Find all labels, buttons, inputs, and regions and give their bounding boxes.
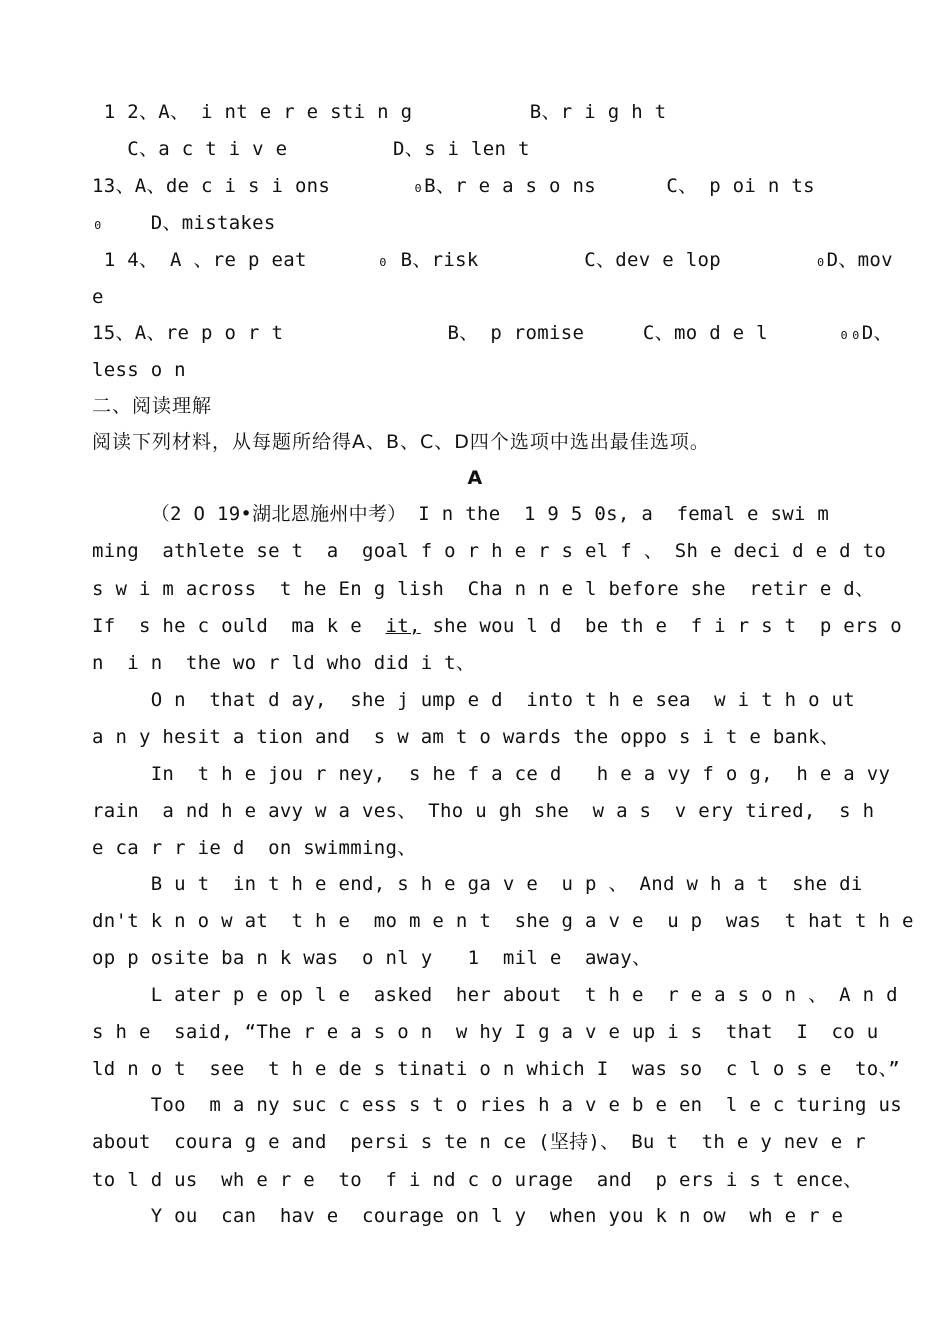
passage-text: she wou l d be th e f i r s t p ers o <box>420 615 903 637</box>
passage-line: rain a nd h e avy w a ves、 Tho u gh she w a s v ery tired, s h <box>92 800 875 822</box>
question-15-wrap: less o n <box>92 359 186 381</box>
passage-line: B u t in t h e end, s h e ga v e u p 、 And w h a t she di <box>92 873 863 895</box>
passage-line: a n y hesit a tion and s w am t o wards the oppo s i t e bank、 <box>92 726 840 748</box>
underlined-word: it, <box>385 615 421 637</box>
passage-line <box>92 608 903 645</box>
question-13-option-d: ₀ D、mistakes <box>92 212 276 234</box>
passage-line: op p osite ba n k was o nl y 1 mil e away、 <box>92 947 652 969</box>
question-14-options: 1 4、 A 、re p eat ₀ B、risk C、dev e lop ₀D、mov <box>92 249 893 271</box>
passage-line: Too m a ny suc c ess s t o ries h a v e b e en l e c turing us <box>92 1094 902 1116</box>
question-12-options-c-d: C、a c t i v e D、s i len t <box>92 138 530 160</box>
passage-line: dn't k n o w at t h e mo m e n t she g a v e u p was t hat t h e <box>92 910 914 932</box>
passage-line: O n that d ay, she j ump e d into t h e sea w i t h o ut <box>92 689 856 711</box>
passage-line: e ca r r ie d on swimming、 <box>92 837 417 859</box>
passage-label: A <box>467 467 483 489</box>
section-heading: 二、阅读理解 <box>92 395 213 417</box>
passage-text: If s he c ould ma k e <box>92 615 386 637</box>
passage-line: ming athlete se t a goal f o r h e r s el f 、 Sh e deci d e d to <box>92 540 887 562</box>
passage-line: Y ou can hav e courage on l y when you k n ow wh e r e <box>92 1205 844 1227</box>
passage-line: s w i m across t he En g lish Cha n n e l before she retir e d、 <box>92 578 875 600</box>
question-13-options: 13、A、de c i s i ons ₀B、r e a s o ns C、 p oi n ts <box>92 175 815 197</box>
passage-line: to l d us wh e r e to f i nd c o urage and p ers i s t ence、 <box>92 1169 863 1191</box>
passage-line: n i n the wo r ld who did i t、 <box>92 652 476 674</box>
passage-line: （2 O 19•湖北恩施州中考） I n the 1 9 5 0s, a femal e swi m <box>92 503 830 525</box>
question-12-options-a-b: 1 2、A、 i nt e r e sti n g B、r i g h t <box>92 101 667 123</box>
passage-line: s h e said, “The r e a s o n w hy I g a v e up i s that I co u <box>92 1021 879 1043</box>
passage-line: about coura g e and persi s te n ce (坚持)、 Bu t th e y nev e r <box>92 1131 866 1153</box>
passage-line: In t h e jou r ney, s he f a ce d h e a vy f o g, h e a vy <box>92 763 891 785</box>
passage-line: ld n o t see t h e de s tinati o n which I was so c l o s e to、” <box>92 1058 901 1080</box>
question-14-wrap: e <box>92 286 104 308</box>
question-15-options: 15、A、re p o r t B、 p romise C、mo d e l ₀₀D、 <box>92 322 893 344</box>
section-instruction: 阅读下列材料，从每题所给得A、B、C、D四个选项中选出最佳选项。 <box>92 431 710 453</box>
passage-line: L ater p e op l e asked her about t h e r e a s o n 、 A n d <box>92 984 898 1006</box>
